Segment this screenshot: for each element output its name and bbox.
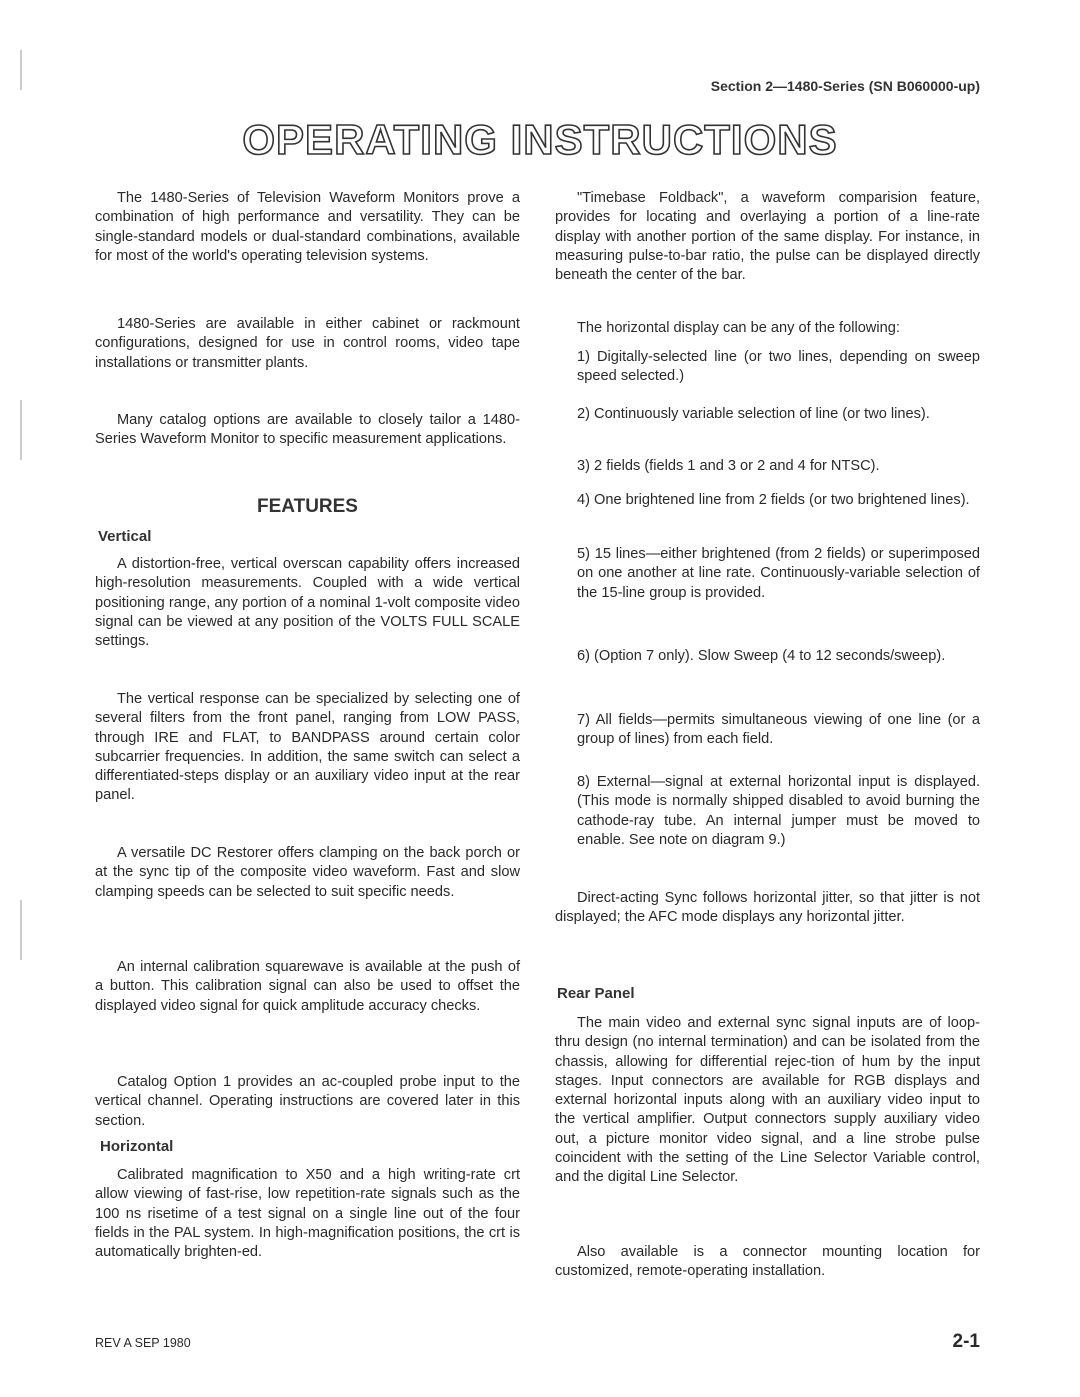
list-item: 1) Digitally-selected line (or two lines, depending on sweep speed selected.) xyxy=(577,349,980,385)
list-item: 3) 2 fields (fields 1 and 3 or 2 and 4 for NTSC). xyxy=(577,458,880,474)
paragraph: A versatile DC Restorer offers clamping on the back porch or at the sync tip of the composite video waveform. Fast and slow clamping speeds can be selected to suit specific needs. xyxy=(95,845,520,900)
horizontal-heading: Horizontal xyxy=(100,1138,174,1155)
paragraph: Calibrated magnification to X50 and a high writing-rate crt allow viewing of fast-rise, low repetition-rate signals such as the 100 ns risetime of a test signal on a single line out of the four fields in the PAL system. In high-magnification positions, the crt is automatically brighten-ed. xyxy=(95,1167,520,1261)
paragraph: The vertical response can be specialized by selecting one of several filters from the front panel, ranging from LOW PASS, through IRE and FLAT, to BANDPASS around certain color subcarrier frequencies. In addition, the same switch can select a differentiated-steps display or an auxiliary video input at the rear panel. xyxy=(95,691,520,804)
list-item: 7) All fields—permits simultaneous viewing of one line (or a group of lines) from each field. xyxy=(577,712,980,748)
section-header: Section 2—1480-Series (SN B060000-up) xyxy=(710,78,980,94)
list-item: 6) (Option 7 only). Slow Sweep (4 to 12 seconds/sweep). xyxy=(577,648,946,664)
scan-artifact xyxy=(20,400,22,460)
features-heading: FEATURES xyxy=(257,496,358,517)
page-number: 2-1 xyxy=(952,1331,980,1352)
list-item: 8) External—signal at external horizontal input is displayed. (This mode is normally shipped disabled to avoid burning the cathode-ray tube. An internal jumper must be moved to enable. See note on diagram 9.) xyxy=(577,774,980,848)
scan-artifact xyxy=(20,50,22,90)
list-item: 4) One brightened line from 2 fields (or two brightened lines). xyxy=(577,492,970,508)
paragraph: Direct-acting Sync follows horizontal jitter, so that jitter is not displayed; the AFC mode displays any horizontal jitter. xyxy=(555,890,980,926)
paragraph: "Timebase Foldback", a waveform comparision feature, provides for locating and overlaying a portion of a line-rate display with another portion of the same display. For instance, in measuring pulse-to-bar ratio, the pulse can be displayed directly beneath the center of the bar. xyxy=(555,190,980,284)
paragraph: Catalog Option 1 provides an ac-coupled probe input to the vertical channel. Operating instructions are covered later in this section. xyxy=(95,1074,520,1129)
rear-panel-heading: Rear Panel xyxy=(557,985,635,1002)
paragraph: Also available is a connector mounting location for customized, remote-operating installation. xyxy=(555,1244,980,1280)
paragraph: The horizontal display can be any of the following: xyxy=(577,320,900,336)
list-item: 2) Continuously variable selection of line (or two lines). xyxy=(577,406,930,422)
vertical-heading: Vertical xyxy=(98,528,152,545)
paragraph: Many catalog options are available to closely tailor a 1480-Series Waveform Monitor to specific measurement applications. xyxy=(95,412,520,448)
revision-label: REV A SEP 1980 xyxy=(95,1336,191,1350)
paragraph: An internal calibration squarewave is available at the push of a button. This calibration signal can also be used to offset the displayed video signal for quick amplitude accuracy checks. xyxy=(95,959,520,1014)
scan-artifact xyxy=(20,900,22,960)
paragraph: 1480-Series are available in either cabinet or rackmount configurations, designed for use in control rooms, video tape installations or transmitter plants. xyxy=(95,316,520,371)
paragraph: The 1480-Series of Television Waveform Monitors prove a combination of high performance and versatility. They can be single-standard models or dual-standard combinations, available for most of the world's operating television systems. xyxy=(95,190,520,264)
list-item: 5) 15 lines—either brightened (from 2 fields) or superimposed on one another at line rate. Continuously-variable selection of the 15-line group is provided. xyxy=(577,546,980,601)
paragraph: The main video and external sync signal inputs are of loop-thru design (no internal termination) and can be isolated from the chassis, allowing for differential rejec-tion of hum by the input stages. Input connectors are available for RGB displays and external horizontal inputs along with an auxiliary video input to the vertical amplifier. Output connectors supply auxiliary video out, a picture monitor video signal, and a line strobe pulse coincident with the setting of the Line Selector Variable control, and the digital Line Selector. xyxy=(555,1015,980,1186)
page-title: OPERATING INSTRUCTIONS xyxy=(242,116,838,163)
paragraph: A distortion-free, vertical overscan capability offers increased high-resolution measurements. Coupled with a wide vertical positioning range, any portion of a nominal 1-volt composite video signal can be viewed at any position of the VOLTS FULL SCALE settings. xyxy=(95,556,520,650)
